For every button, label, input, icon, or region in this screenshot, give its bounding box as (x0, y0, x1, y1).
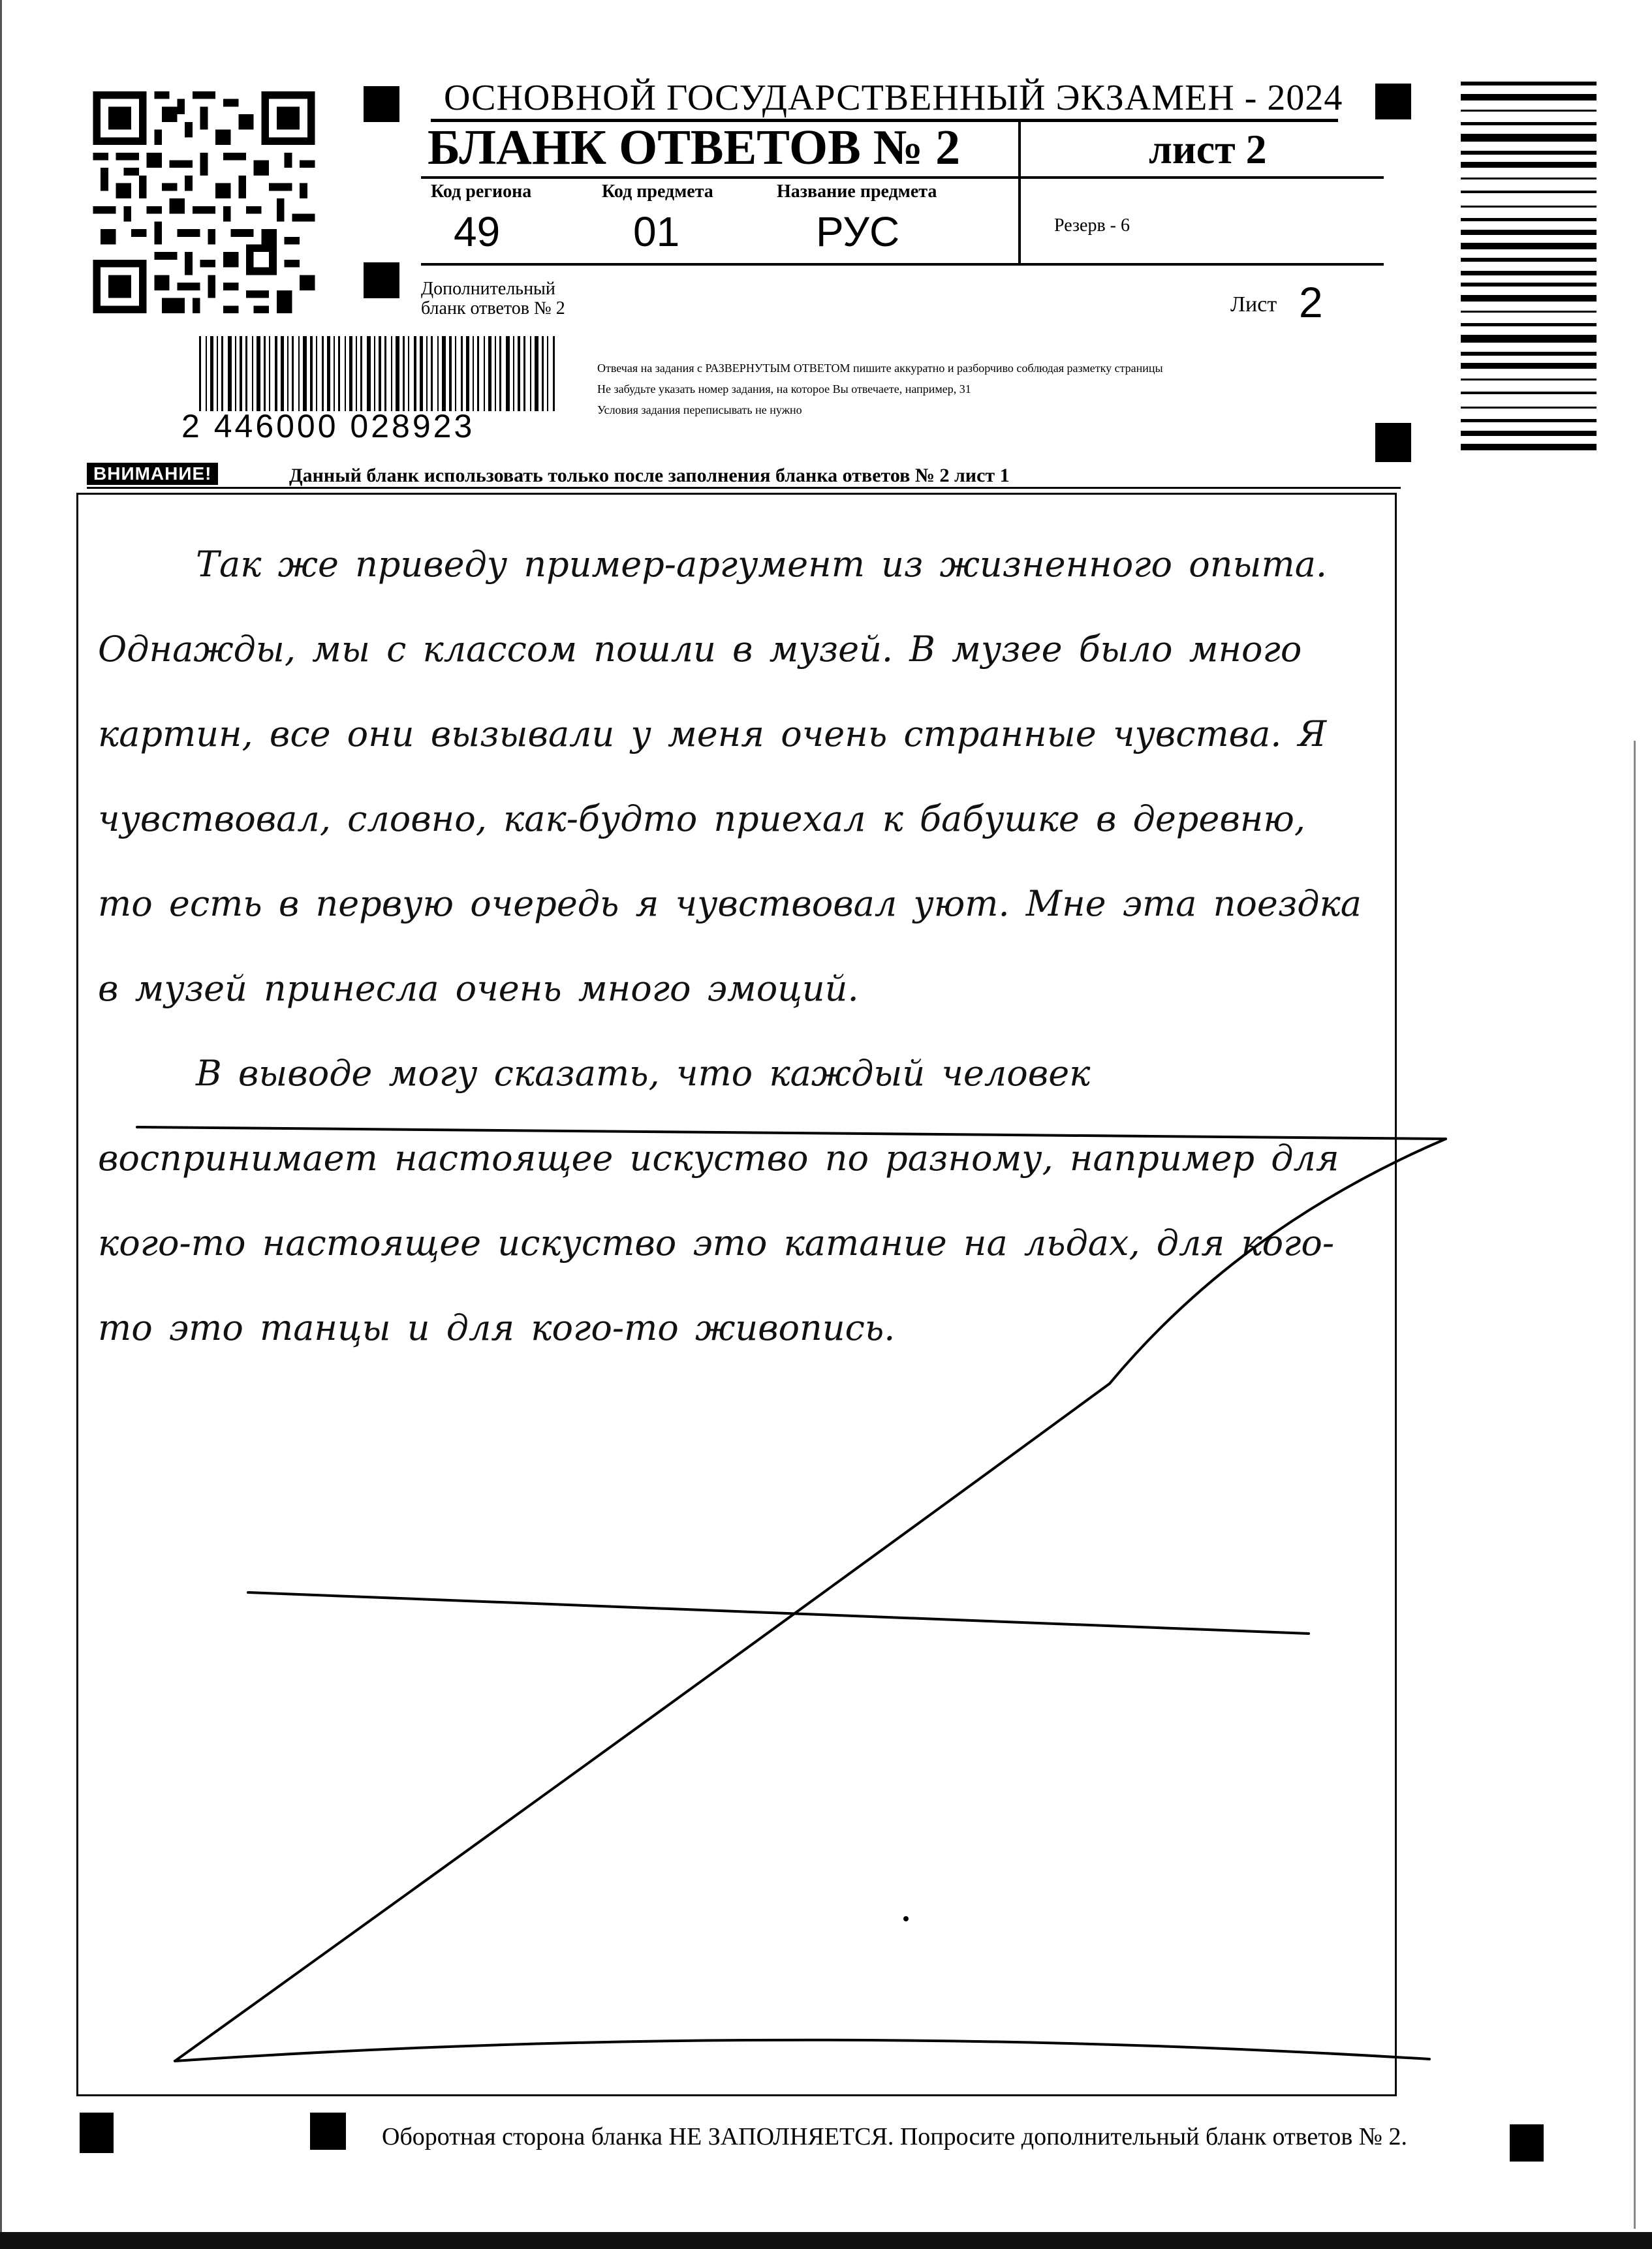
strikeout-diagonal (175, 1139, 1446, 2061)
form-title: БЛАНК ОТВЕТОВ № 2 (428, 120, 961, 175)
extra-sheet-label-line1: Дополнительный (421, 279, 555, 299)
instruction-line: Условия задания переписывать не нужно (597, 403, 802, 416)
instruction-line: Не забудьте указать номер задания, на которое Вы отвечаете, например, 31 (597, 382, 971, 396)
reserve-field: Резерв - 6 (1054, 215, 1130, 236)
extra-sheet-label-line2: бланк ответов № 2 (421, 298, 565, 318)
answer-paragraph: Так же приведу пример-аргумент из жизненного опыта. Однажды, мы с классом пошли в музей. В музее было много картин, все они вызывали у меня очень странные чувства. Я чувствовал, словно, как-будто приехал к бабушке в деревню, то есть в первую очередь я чувствовал уют. Мне эта поездка в музей принесла очень много эмоций. (98, 544, 1362, 1009)
attention-badge: ВНИМАНИЕ! (87, 463, 218, 485)
stray-dot (903, 1916, 909, 1921)
subject-name-value: РУС (816, 208, 900, 255)
answer-paragraph: В выводе могу сказать, что каждый человек воспринимает настоящее искуство по разному, например для кого-то настоящее искуство это катание на льдах, для кого-то это танцы и для кого-то живопись. (98, 1053, 1339, 1348)
region-value: 49 (454, 208, 501, 255)
strikeout-cross-line (248, 1592, 1309, 1634)
subject-code-label: Код предмета (602, 181, 713, 202)
subject-name-label: Название предмета (777, 181, 937, 202)
footer-note: Оборотная сторона бланка НЕ ЗАПОЛНЯЕТСЯ. Попросите дополнительный бланк ответов № 2. (382, 2123, 1408, 2150)
list-label: Лист (1230, 292, 1277, 317)
strikeout-bottom-line (175, 2040, 1429, 2061)
sheet-title: лист 2 (1149, 126, 1267, 172)
instruction-line: Отвечая на задания с РАЗВЕРНУТЫМ ОТВЕТОМ пишите аккуратно и разборчиво соблюдая разметку страницы (597, 362, 1163, 375)
subject-code-value: 01 (633, 208, 680, 255)
list-value: 2 (1299, 278, 1323, 326)
exam-title: ОСНОВНОЙ ГОСУДАРСТВЕННЫЙ ЭКЗАМЕН - 2024 (444, 78, 1343, 118)
strikeout-top-line (137, 1127, 1446, 1139)
region-label: Код региона (431, 181, 532, 202)
barcode-digits: 2 446000 028923 (181, 408, 475, 444)
attention-text: Данный бланк использовать только после заполнения бланка ответов № 2 лист 1 (289, 465, 1010, 486)
